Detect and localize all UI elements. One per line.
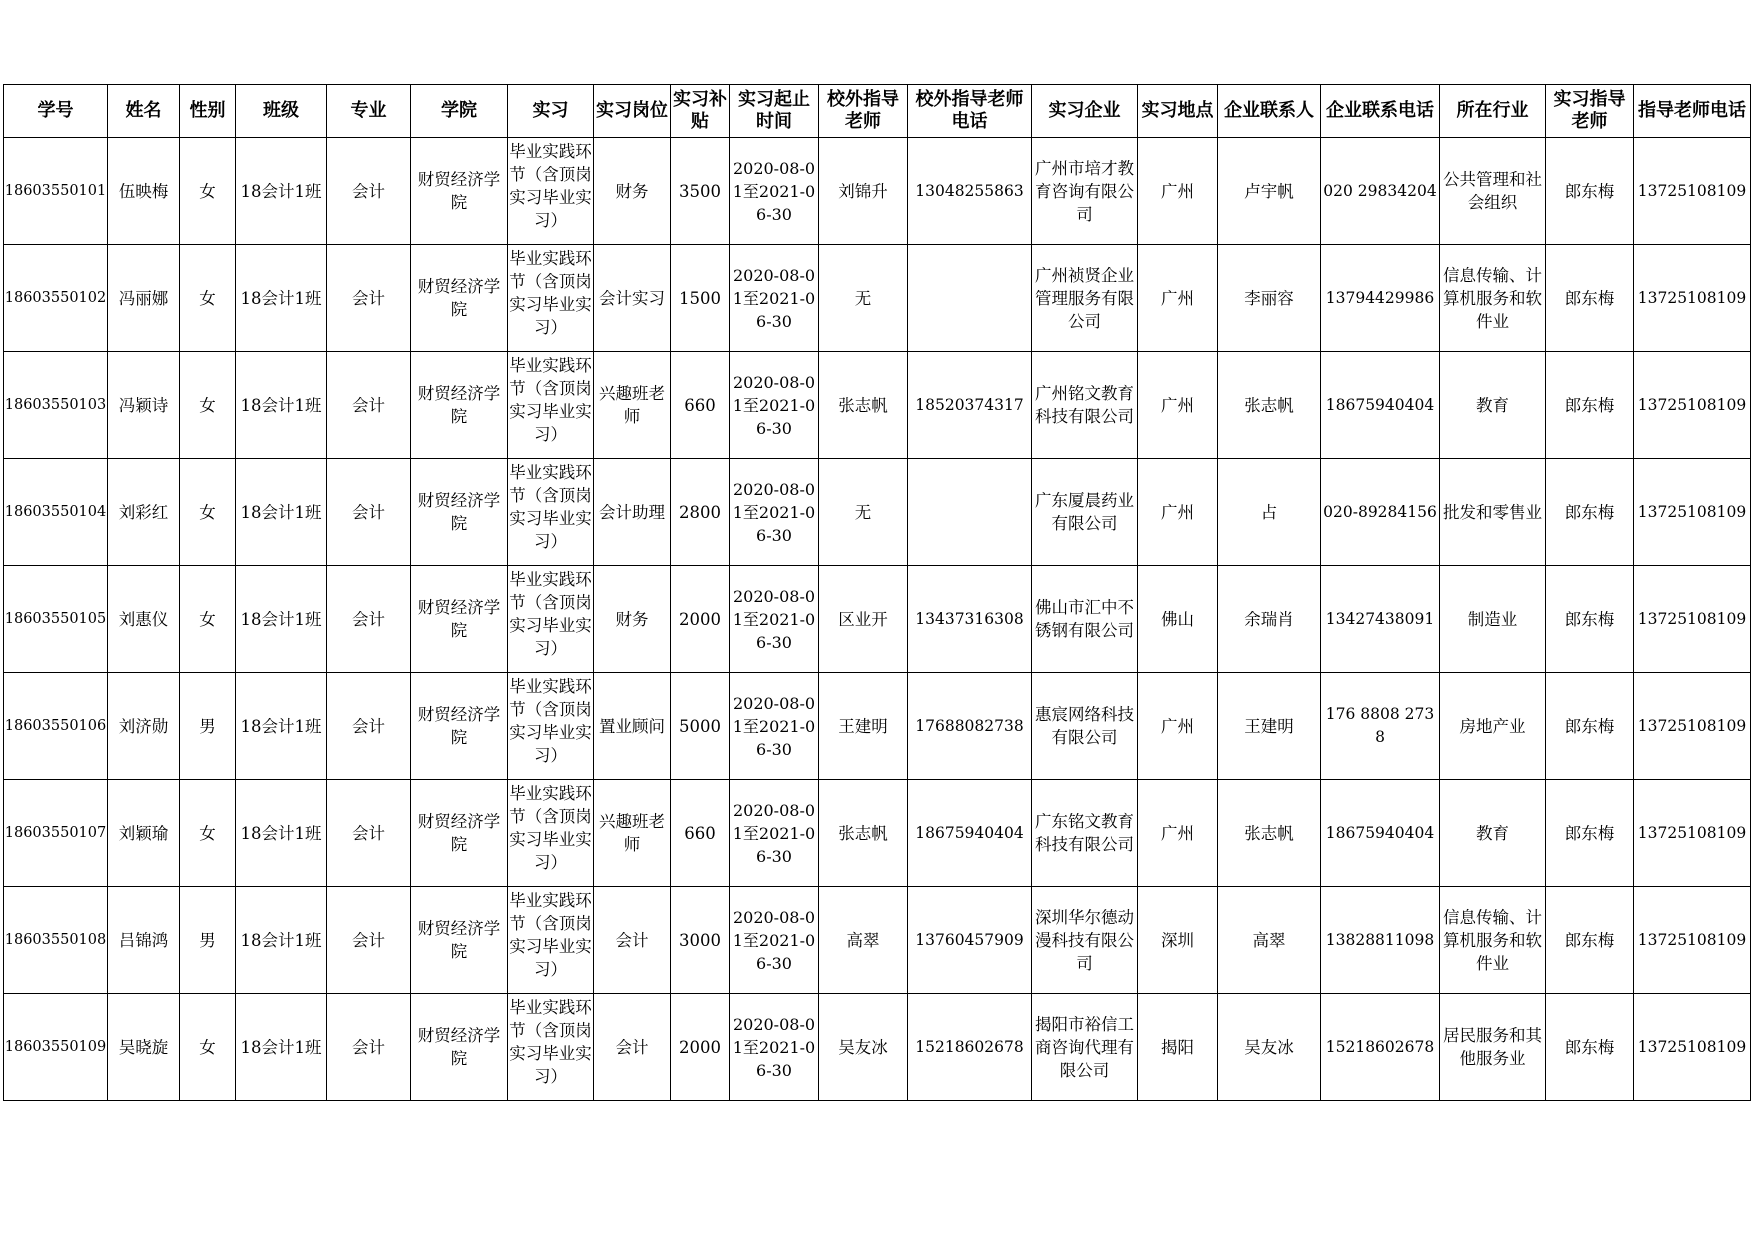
contact-phone-cell: 18675940404 xyxy=(1321,780,1440,887)
college-cell: 财贸经济学院 xyxy=(411,566,508,673)
mentor-phone-cell: 13760457909 xyxy=(908,887,1032,994)
company-cell: 深圳华尔德动漫科技有限公司 xyxy=(1032,887,1138,994)
internship-type-text: 毕业实践环节（含顶岗实习毕业实习） xyxy=(509,463,592,551)
table-row xyxy=(4,566,1751,673)
subsidy-cell: 1500 xyxy=(671,245,730,352)
major-cell: 会计 xyxy=(327,138,411,245)
teacher-phone-cell: 13725108109 xyxy=(1634,887,1751,994)
internship-type-text: 毕业实践环节（含顶岗实习毕业实习） xyxy=(509,677,592,765)
teacher-phone-cell: 13725108109 xyxy=(1634,780,1751,887)
location-cell: 广州 xyxy=(1138,138,1218,245)
period-cell: 2020-08-01至2021-06-30 xyxy=(730,138,819,245)
industry-cell: 房地产业 xyxy=(1440,673,1546,780)
class-cell: 18会计1班 xyxy=(236,138,327,245)
college-cell: 财贸经济学院 xyxy=(411,459,508,566)
college-cell: 财贸经济学院 xyxy=(411,245,508,352)
gender-cell: 女 xyxy=(180,245,236,352)
mentor-phone-cell: 15218602678 xyxy=(908,994,1032,1101)
contact-cell: 张志帆 xyxy=(1218,780,1321,887)
header-cell: 性别 xyxy=(180,85,236,138)
contact-phone-cell: 020-89284156 xyxy=(1321,459,1440,566)
mentor-cell: 高翠 xyxy=(819,887,908,994)
mentor-phone-cell: 13437316308 xyxy=(908,566,1032,673)
internship-type-text: 毕业实践环节（含顶岗实习毕业实习） xyxy=(509,142,592,230)
subsidy-cell: 660 xyxy=(671,780,730,887)
contact-cell: 卢宇帆 xyxy=(1218,138,1321,245)
college-cell: 财贸经济学院 xyxy=(411,887,508,994)
name-cell: 刘济勋 xyxy=(108,673,180,780)
internship-type-text: 毕业实践环节（含顶岗实习毕业实习） xyxy=(509,891,592,979)
contact-cell: 李丽容 xyxy=(1218,245,1321,352)
contact-cell: 王建明 xyxy=(1218,673,1321,780)
mentor-cell: 张志帆 xyxy=(819,352,908,459)
teacher-cell: 郎东梅 xyxy=(1546,245,1634,352)
name-cell: 吕锦鸿 xyxy=(108,887,180,994)
location-cell: 广州 xyxy=(1138,245,1218,352)
header-cell: 学号 xyxy=(4,85,108,138)
mentor-phone-cell: 17688082738 xyxy=(908,673,1032,780)
gender-cell: 女 xyxy=(180,994,236,1101)
header-cell: 班级 xyxy=(236,85,327,138)
mentor-cell: 无 xyxy=(819,459,908,566)
internship-table xyxy=(3,84,1751,1101)
college-cell: 财贸经济学院 xyxy=(411,780,508,887)
internship-type-text: 毕业实践环节（含顶岗实习毕业实习） xyxy=(509,249,592,337)
major-cell: 会计 xyxy=(327,780,411,887)
internship-type-cell xyxy=(508,887,594,994)
student-id-cell: 18603550106 xyxy=(4,673,108,780)
industry-cell: 教育 xyxy=(1440,780,1546,887)
location-cell: 广州 xyxy=(1138,459,1218,566)
contact-cell: 占 xyxy=(1218,459,1321,566)
gender-cell: 女 xyxy=(180,352,236,459)
gender-cell: 女 xyxy=(180,138,236,245)
header-cell: 实习补贴 xyxy=(671,85,730,138)
major-cell: 会计 xyxy=(327,245,411,352)
header-cell: 企业联系电话 xyxy=(1321,85,1440,138)
student-id-cell: 18603550109 xyxy=(4,994,108,1101)
major-cell: 会计 xyxy=(327,459,411,566)
class-cell: 18会计1班 xyxy=(236,780,327,887)
industry-cell: 信息传输、计算机服务和软件业 xyxy=(1440,887,1546,994)
period-cell: 2020-08-01至2021-06-30 xyxy=(730,352,819,459)
header-cell: 企业联系人 xyxy=(1218,85,1321,138)
internship-type-text: 毕业实践环节（含顶岗实习毕业实习） xyxy=(509,784,592,872)
header-cell: 实习企业 xyxy=(1032,85,1138,138)
position-cell: 财务 xyxy=(594,138,671,245)
mentor-cell: 王建明 xyxy=(819,673,908,780)
industry-cell: 居民服务和其他服务业 xyxy=(1440,994,1546,1101)
gender-cell: 女 xyxy=(180,459,236,566)
subsidy-cell: 5000 xyxy=(671,673,730,780)
name-cell: 刘惠仪 xyxy=(108,566,180,673)
header-cell: 实习 xyxy=(508,85,594,138)
contact-phone-cell: 13427438091 xyxy=(1321,566,1440,673)
teacher-cell: 郎东梅 xyxy=(1546,566,1634,673)
major-cell: 会计 xyxy=(327,994,411,1101)
class-cell: 18会计1班 xyxy=(236,566,327,673)
name-cell: 冯颖诗 xyxy=(108,352,180,459)
company-cell: 佛山市汇中不锈钢有限公司 xyxy=(1032,566,1138,673)
contact-cell: 余瑞肖 xyxy=(1218,566,1321,673)
mentor-phone-cell: 13048255863 xyxy=(908,138,1032,245)
mentor-phone-cell: 18675940404 xyxy=(908,780,1032,887)
period-cell: 2020-08-01至2021-06-30 xyxy=(730,673,819,780)
location-cell: 揭阳 xyxy=(1138,994,1218,1101)
name-cell: 伍映梅 xyxy=(108,138,180,245)
industry-cell: 公共管理和社会组织 xyxy=(1440,138,1546,245)
teacher-cell: 郎东梅 xyxy=(1546,994,1634,1101)
teacher-cell: 郎东梅 xyxy=(1546,780,1634,887)
location-cell: 广州 xyxy=(1138,780,1218,887)
subsidy-cell: 2800 xyxy=(671,459,730,566)
header-cell: 实习指导老师 xyxy=(1546,85,1634,138)
table-row xyxy=(4,887,1751,994)
internship-type-text: 毕业实践环节（含顶岗实习毕业实习） xyxy=(509,998,592,1086)
contact-phone-cell: 13794429986 xyxy=(1321,245,1440,352)
college-cell: 财贸经济学院 xyxy=(411,994,508,1101)
period-cell: 2020-08-01至2021-06-30 xyxy=(730,459,819,566)
period-cell: 2020-08-01至2021-06-30 xyxy=(730,780,819,887)
contact-cell: 吴友冰 xyxy=(1218,994,1321,1101)
internship-type-cell xyxy=(508,245,594,352)
name-cell: 吴晓旋 xyxy=(108,994,180,1101)
major-cell: 会计 xyxy=(327,352,411,459)
contact-cell: 张志帆 xyxy=(1218,352,1321,459)
position-cell: 会计助理 xyxy=(594,459,671,566)
contact-cell: 高翠 xyxy=(1218,887,1321,994)
internship-type-cell xyxy=(508,138,594,245)
company-cell: 广州市培才教育咨询有限公司 xyxy=(1032,138,1138,245)
subsidy-cell: 660 xyxy=(671,352,730,459)
industry-cell: 教育 xyxy=(1440,352,1546,459)
industry-cell: 制造业 xyxy=(1440,566,1546,673)
mentor-cell: 刘锦升 xyxy=(819,138,908,245)
gender-cell: 女 xyxy=(180,780,236,887)
table-row xyxy=(4,673,1751,780)
table-row xyxy=(4,352,1751,459)
table-row xyxy=(4,994,1751,1101)
table-body xyxy=(4,138,1751,1101)
contact-phone-cell: 18675940404 xyxy=(1321,352,1440,459)
internship-type-text: 毕业实践环节（含顶岗实习毕业实习） xyxy=(509,570,592,658)
table-row xyxy=(4,780,1751,887)
teacher-phone-cell: 13725108109 xyxy=(1634,245,1751,352)
teacher-phone-cell: 13725108109 xyxy=(1634,566,1751,673)
header-cell: 所在行业 xyxy=(1440,85,1546,138)
college-cell: 财贸经济学院 xyxy=(411,673,508,780)
position-cell: 兴趣班老师 xyxy=(594,352,671,459)
location-cell: 深圳 xyxy=(1138,887,1218,994)
header-cell: 姓名 xyxy=(108,85,180,138)
location-cell: 佛山 xyxy=(1138,566,1218,673)
position-cell: 会计 xyxy=(594,887,671,994)
college-cell: 财贸经济学院 xyxy=(411,138,508,245)
table-row xyxy=(4,245,1751,352)
mentor-cell: 区业开 xyxy=(819,566,908,673)
mentor-cell: 张志帆 xyxy=(819,780,908,887)
mentor-cell: 吴友冰 xyxy=(819,994,908,1101)
teacher-phone-cell: 13725108109 xyxy=(1634,459,1751,566)
table-row xyxy=(4,138,1751,245)
class-cell: 18会计1班 xyxy=(236,994,327,1101)
contact-phone-cell: 020 29834204 xyxy=(1321,138,1440,245)
student-id-cell: 18603550105 xyxy=(4,566,108,673)
header-cell: 实习地点 xyxy=(1138,85,1218,138)
teacher-phone-cell: 13725108109 xyxy=(1634,673,1751,780)
period-cell: 2020-08-01至2021-06-30 xyxy=(730,566,819,673)
internship-type-cell xyxy=(508,994,594,1101)
header-cell: 校外指导老师 xyxy=(819,85,908,138)
teacher-phone-cell: 13725108109 xyxy=(1634,994,1751,1101)
gender-cell: 男 xyxy=(180,887,236,994)
company-cell: 广东厦晨药业有限公司 xyxy=(1032,459,1138,566)
mentor-phone-cell xyxy=(908,459,1032,566)
contact-phone-cell: 15218602678 xyxy=(1321,994,1440,1101)
student-id-cell: 18603550108 xyxy=(4,887,108,994)
college-cell: 财贸经济学院 xyxy=(411,352,508,459)
internship-type-cell xyxy=(508,459,594,566)
industry-cell: 批发和零售业 xyxy=(1440,459,1546,566)
position-cell: 会计 xyxy=(594,994,671,1101)
name-cell: 刘颖瑜 xyxy=(108,780,180,887)
class-cell: 18会计1班 xyxy=(236,673,327,780)
teacher-cell: 郎东梅 xyxy=(1546,352,1634,459)
position-cell: 会计实习 xyxy=(594,245,671,352)
name-cell: 冯丽娜 xyxy=(108,245,180,352)
header-row xyxy=(4,85,1751,138)
student-id-cell: 18603550107 xyxy=(4,780,108,887)
teacher-phone-cell: 13725108109 xyxy=(1634,138,1751,245)
teacher-cell: 郎东梅 xyxy=(1546,138,1634,245)
class-cell: 18会计1班 xyxy=(236,352,327,459)
header-cell: 指导老师电话 xyxy=(1634,85,1751,138)
mentor-cell: 无 xyxy=(819,245,908,352)
mentor-phone-cell: 18520374317 xyxy=(908,352,1032,459)
header-cell: 实习岗位 xyxy=(594,85,671,138)
table-row xyxy=(4,459,1751,566)
mentor-phone-cell xyxy=(908,245,1032,352)
subsidy-cell: 2000 xyxy=(671,566,730,673)
internship-type-cell xyxy=(508,566,594,673)
position-cell: 财务 xyxy=(594,566,671,673)
student-id-cell: 18603550102 xyxy=(4,245,108,352)
position-cell: 置业顾问 xyxy=(594,673,671,780)
company-cell: 广州祯贤企业管理服务有限公司 xyxy=(1032,245,1138,352)
subsidy-cell: 2000 xyxy=(671,994,730,1101)
header-cell: 校外指导老师电话 xyxy=(908,85,1032,138)
major-cell: 会计 xyxy=(327,566,411,673)
student-id-cell: 18603550103 xyxy=(4,352,108,459)
internship-type-text: 毕业实践环节（含顶岗实习毕业实习） xyxy=(509,356,592,444)
company-cell: 广东铭文教育科技有限公司 xyxy=(1032,780,1138,887)
teacher-cell: 郎东梅 xyxy=(1546,459,1634,566)
company-cell: 广州铭文教育科技有限公司 xyxy=(1032,352,1138,459)
teacher-phone-cell: 13725108109 xyxy=(1634,352,1751,459)
period-cell: 2020-08-01至2021-06-30 xyxy=(730,994,819,1101)
class-cell: 18会计1班 xyxy=(236,245,327,352)
period-cell: 2020-08-01至2021-06-30 xyxy=(730,887,819,994)
major-cell: 会计 xyxy=(327,673,411,780)
subsidy-cell: 3500 xyxy=(671,138,730,245)
major-cell: 会计 xyxy=(327,887,411,994)
header-cell: 实习起止时间 xyxy=(730,85,819,138)
internship-type-cell xyxy=(508,352,594,459)
company-cell: 揭阳市裕信工商咨询代理有限公司 xyxy=(1032,994,1138,1101)
position-cell: 兴趣班老师 xyxy=(594,780,671,887)
location-cell: 广州 xyxy=(1138,673,1218,780)
contact-phone-cell: 13828811098 xyxy=(1321,887,1440,994)
class-cell: 18会计1班 xyxy=(236,887,327,994)
industry-cell: 信息传输、计算机服务和软件业 xyxy=(1440,245,1546,352)
student-id-cell: 18603550104 xyxy=(4,459,108,566)
period-cell: 2020-08-01至2021-06-30 xyxy=(730,245,819,352)
teacher-cell: 郎东梅 xyxy=(1546,673,1634,780)
gender-cell: 男 xyxy=(180,673,236,780)
header-cell: 专业 xyxy=(327,85,411,138)
student-id-cell: 18603550101 xyxy=(4,138,108,245)
company-cell: 惠宸网络科技有限公司 xyxy=(1032,673,1138,780)
internship-type-cell xyxy=(508,673,594,780)
internship-type-cell xyxy=(508,780,594,887)
name-cell: 刘彩红 xyxy=(108,459,180,566)
header-cell: 学院 xyxy=(411,85,508,138)
gender-cell: 女 xyxy=(180,566,236,673)
contact-phone-cell: 176 8808 2738 xyxy=(1321,673,1440,780)
teacher-cell: 郎东梅 xyxy=(1546,887,1634,994)
location-cell: 广州 xyxy=(1138,352,1218,459)
class-cell: 18会计1班 xyxy=(236,459,327,566)
subsidy-cell: 3000 xyxy=(671,887,730,994)
